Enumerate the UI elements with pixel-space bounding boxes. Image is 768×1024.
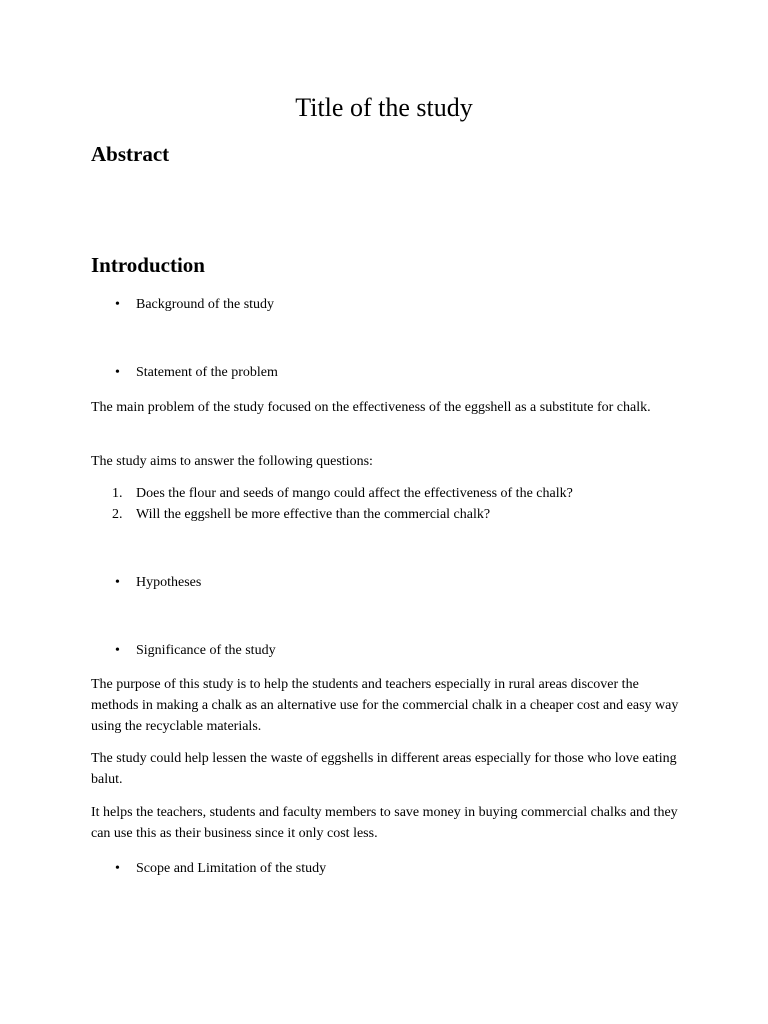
questions-intro: The study aims to answer the following questions: <box>91 454 373 469</box>
bullet-label: Significance of the study <box>136 643 276 658</box>
bullet-label: Statement of the problem <box>136 365 278 380</box>
bullet-label: Hypotheses <box>136 575 202 590</box>
significance-paragraph: The purpose of this study is to help the students and teachers especially in rural areas discover the methods in making a chalk as an alternative use for the commercial chalk in a cheaper cost and easy way using the recyclable materials. <box>91 677 679 734</box>
bullet-icon: • <box>115 297 120 312</box>
bullet-icon: • <box>115 575 120 590</box>
bullet-label: Background of the study <box>136 297 275 312</box>
question-text: Does the flour and seeds of mango could affect the effectiveness of the chalk? <box>136 486 573 501</box>
problem-paragraph: The main problem of the study focused on the effectiveness of the eggshell as a substitute for chalk. <box>91 400 651 415</box>
bullet-icon: • <box>115 643 120 658</box>
question-number: 1. <box>112 486 123 501</box>
document-title: Title of the study <box>295 93 473 122</box>
bullet-label: Scope and Limitation of the study <box>136 861 327 876</box>
bullet-icon: • <box>115 365 120 380</box>
significance-paragraph: The study could help lessen the waste of eggshells in different areas especially for those who love eating balut. <box>91 751 677 787</box>
abstract-heading: Abstract <box>91 142 170 166</box>
introduction-heading: Introduction <box>91 253 205 277</box>
question-number: 2. <box>112 507 123 522</box>
significance-paragraph: It helps the teachers, students and faculty members to save money in buying commercial chalks and they can use this as their business since it only cost less. <box>91 805 678 841</box>
question-text: Will the eggshell be more effective than the commercial chalk? <box>136 507 491 522</box>
bullet-icon: • <box>115 861 120 876</box>
